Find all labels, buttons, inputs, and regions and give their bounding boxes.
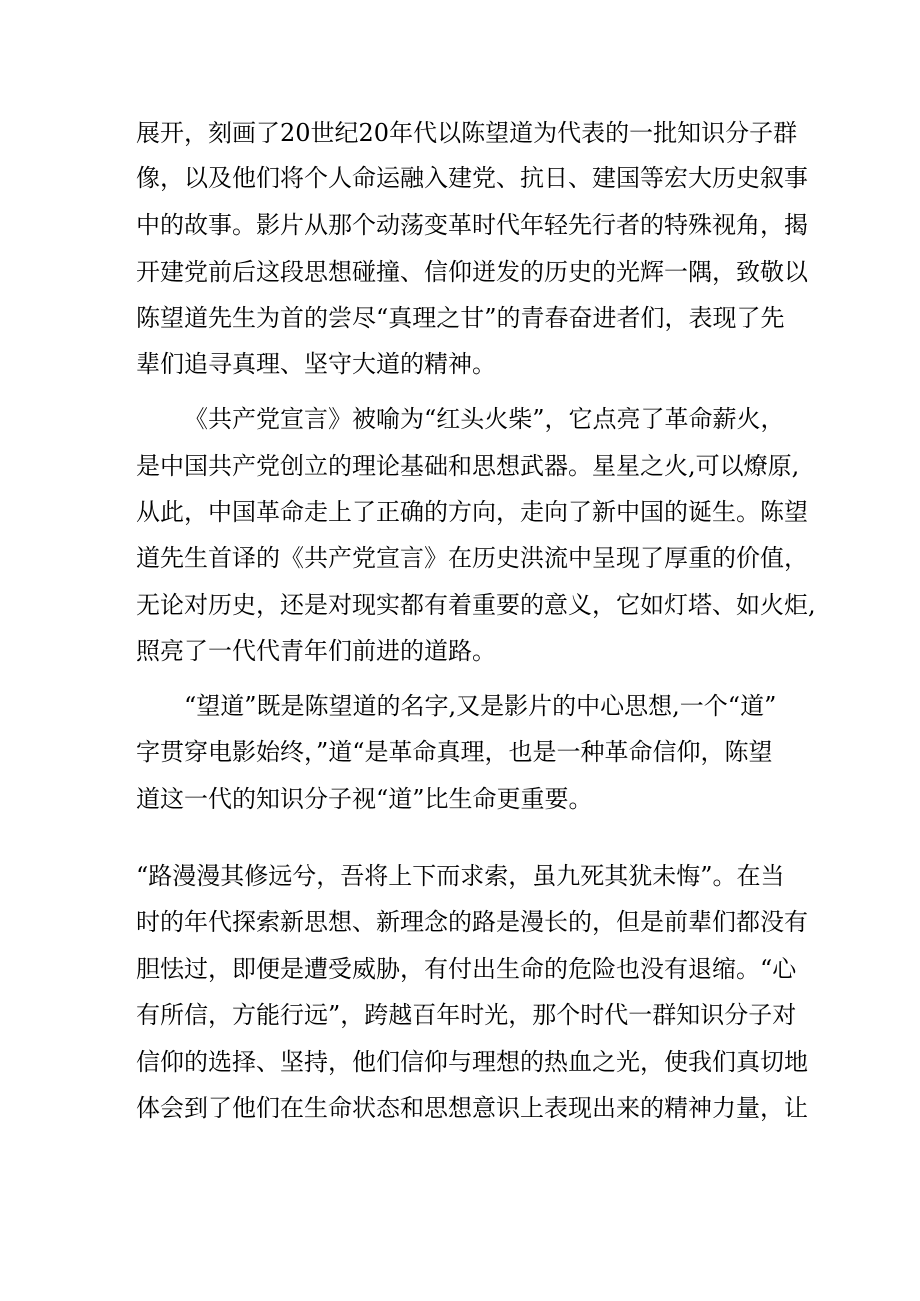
- text-line: 信仰的选择、坚持，他们信仰与理想的热血之光，使我们真切地: [136, 1048, 808, 1076]
- text-line: 体会到了他们在生命状态和思想意识上表现出来的精神力量，让: [136, 1094, 808, 1122]
- text-line: 《共产党宣言》被喻为“红头火柴”，它点亮了革命薪火，: [184, 405, 785, 433]
- text-line: 开建党前后这段思想碰撞、信仰迸发的历史的光辉一隅，致敬以: [136, 258, 808, 286]
- text-line: “路漫漫其修远兮，吾将上下而求索，虽九死其犹未悔”。在当: [136, 862, 785, 890]
- text-line: 无论对历史，还是对现实都有着重要的意义，它如灯塔、如火炬,: [136, 591, 816, 619]
- text-line: 有所信，方能行远”，跨越百年时光，那个时代一群知识分子对: [136, 1001, 797, 1029]
- text-line: 胆怯过，即便是遭受威胁，有付出生命的危险也没有退缩。“心: [136, 955, 797, 983]
- text-line: “望道”既是陈望道的名字,又是影片的中心思想,一个“道”: [184, 692, 777, 720]
- text-line: 道这一代的知识分子视“道”比生命更重要。: [136, 785, 593, 813]
- text-line: 辈们追寻真理、坚守大道的精神。: [136, 350, 496, 378]
- text-line: 从此，中国革命走上了正确的方向，走向了新中国的诞生。陈望: [136, 498, 808, 526]
- text-line: 陈望道先生为首的尝尽“真理之甘”的青春奋进者们，表现了先: [136, 304, 785, 332]
- text-line: 照亮了一代代青年们前进的道路。: [136, 637, 496, 665]
- text-line: 中的故事。影片从那个动荡变革时代年轻先行者的特殊视角，揭: [136, 211, 808, 239]
- text-line: 道先生首译的《共产党宣言》在历史洪流中呈现了厚重的价值，: [136, 544, 808, 572]
- text-line: 时的年代探索新思想、新理念的路是漫长的，但是前辈们都没有: [136, 908, 808, 936]
- text-line: 字贯穿电影始终，”道“是革命真理，也是一种革命信仰，陈望: [136, 738, 773, 766]
- text-line: 像，以及他们将个人命运融入建党、抗日、建国等宏大历史叙事: [136, 164, 808, 192]
- text-line: 展开，刻画了20世纪20年代以陈望道为代表的一批知识分子群: [136, 119, 798, 147]
- text-line: 是中国共产党创立的理论基础和思想武器。星星之火,可以燎原,: [136, 452, 800, 480]
